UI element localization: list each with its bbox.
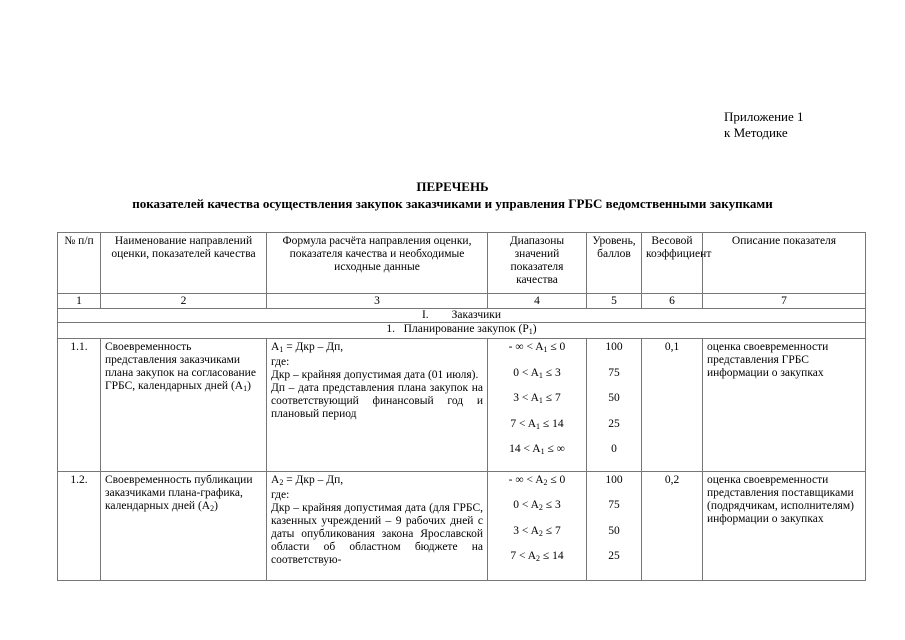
column-number-row <box>58 294 866 309</box>
range-item: $0 < A_1 \le 3$ <box>513 366 561 380</box>
column-number: 2 <box>101 294 267 309</box>
subsection-row <box>58 323 866 339</box>
header-cell: Диапазоны значений показателя качества <box>488 233 587 294</box>
value-ranges <box>488 339 587 472</box>
header-cell: Уровень, баллов <box>587 233 642 294</box>
column-number: 1 <box>58 294 101 309</box>
formula-line: Дп – дата представления плана закупок на соответствующий финансовый год и плановый период <box>271 382 483 420</box>
score-level: 25 <box>608 550 620 562</box>
indicator-name: Своевременность публикации заказчиками плана-графика, календарных дней $(A_2)$ <box>101 471 267 580</box>
indicator-formula <box>267 339 488 472</box>
score-levels <box>587 471 642 580</box>
row-number: 1.2. <box>58 471 101 580</box>
subsection-close: ) <box>532 323 537 335</box>
header-cell: № п/п <box>58 233 101 294</box>
header-cell: Формула расчёта направления оценки, показателя качества и необходимые исходные данные <box>267 233 488 294</box>
indicator-description: оценка своевременности представления поставщиками (подрядчикам, исполнителям) информации о закупках <box>703 471 866 580</box>
score-level: 75 <box>608 499 620 511</box>
header-cell: Наименование направлений оценки, показателей качества <box>101 233 267 294</box>
table-row <box>58 339 866 472</box>
score-level: 100 <box>605 341 623 353</box>
formula-expression: $A_1$ = Дкр – Дп, <box>271 341 344 354</box>
range-item: $7 < A_2 \le 14$ <box>510 550 564 563</box>
range-item: - ∞ < $A_2 \le 0$ <box>508 473 566 487</box>
indicator-name: Своевременность представления заказчиками плана закупок на согласование ГРБС, календарных дней $(A_1)$ <box>101 339 267 472</box>
document-title: ПЕРЕЧЕНЬ <box>416 179 489 194</box>
header-cell: Описание показателя <box>703 233 866 294</box>
formula-line: Дкр – крайняя допустимая дата (01 июля). <box>271 369 479 381</box>
subsection-heading <box>58 323 866 339</box>
appendix-line-1: Приложение 1 <box>724 109 804 124</box>
range-item: $3 < A_1 \le 7$ <box>513 392 561 405</box>
range-item: $14 < A_1$ ≤ ∞ <box>509 443 565 456</box>
table-row <box>58 471 866 580</box>
formula-line: где: <box>271 356 290 368</box>
column-number: 4 <box>488 294 587 309</box>
range-item: - ∞ < $A_1 \le 0$ <box>508 341 566 354</box>
column-number: 5 <box>587 294 642 309</box>
range-item: $0 < A_2 \le 3$ <box>513 499 561 512</box>
score-level: 100 <box>605 473 623 486</box>
score-level: 50 <box>608 524 620 537</box>
formula-line: Дкр – крайняя допустимая дата (для ГРБС, казенных учреждений – 9 рабочих дней с даты опубликования закона Ярославской области об областном бюджете на соответствую- <box>271 501 483 566</box>
weight-coefficient: 0,1 <box>642 339 703 472</box>
section-heading <box>58 309 866 323</box>
column-number: 3 <box>267 294 488 309</box>
formula-line: где: <box>271 488 290 501</box>
header-cell: Весовой коэффициент <box>642 233 703 294</box>
score-level: 75 <box>608 366 620 379</box>
score-level: 50 <box>608 392 620 404</box>
subsection-title: Планирование закупок (P <box>403 323 529 335</box>
subsection-index: 1 <box>528 327 533 336</box>
subsection-number: 1. <box>386 323 396 335</box>
range-item: $7 < A_1 \le 14$ <box>510 417 564 431</box>
score-levels <box>587 339 642 472</box>
value-ranges <box>488 471 587 580</box>
row-number: 1.1. <box>58 339 101 472</box>
weight-coefficient: 0,2 <box>642 471 703 580</box>
table-header-row <box>58 233 866 294</box>
document-subtitle: показателей качества осуществления закупок заказчиками и управления ГРБС ведомственными закупками <box>132 196 773 211</box>
section-title: Заказчики <box>451 309 502 321</box>
indicator-description: оценка своевременности представления ГРБС информации о закупках <box>703 339 866 472</box>
score-level: 25 <box>608 417 620 430</box>
formula-expression: $A_2$ = Дкр – Дп, <box>271 473 344 487</box>
range-item: $3 < A_2 \le 7$ <box>513 524 561 538</box>
section-number: I. <box>421 309 429 321</box>
indicators-table <box>57 232 866 581</box>
indicator-formula <box>267 471 488 580</box>
appendix-line-2: к Методике <box>724 125 788 140</box>
appendix-note <box>724 109 804 141</box>
column-number: 7 <box>703 294 866 309</box>
column-number: 6 <box>642 294 703 309</box>
section-row <box>58 309 866 323</box>
score-level: 0 <box>611 443 617 455</box>
